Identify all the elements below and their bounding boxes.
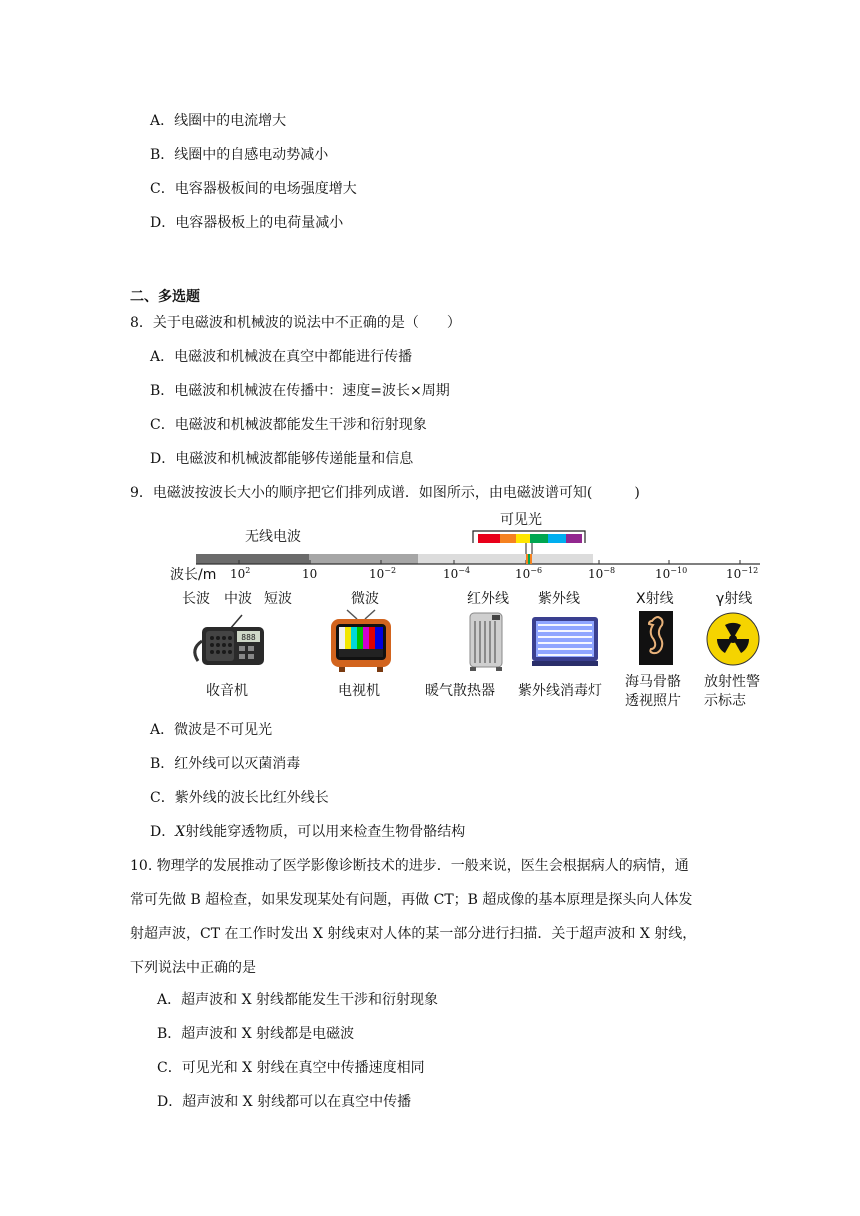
q8-stem: 8．关于电磁波和机械波的说法中不正确的是（ ）	[130, 315, 461, 331]
q10-option-b: B．超声波和 X 射线都是电磁波	[157, 1026, 355, 1042]
band-long-wave: 长波	[182, 591, 210, 607]
band-gamma: γ射线	[716, 591, 753, 607]
visible-light-label: 可见光	[500, 512, 542, 528]
q10-stem-line-2: 常可先做 B 超检查，如果发现某处有问题，再做 CT；B 超成像的基本原理是探头向人体发	[130, 892, 693, 908]
q10-stem-line-3: 射超声波，CT 在工作时发出 X 射线束对人体的某一部分进行扫描．关于超声波和 X 射线，	[130, 926, 697, 942]
heater-icon	[462, 609, 512, 673]
q7-option-a: A．线圈中的电流增大	[150, 113, 287, 129]
radiation-sign-icon	[705, 611, 761, 667]
tick-label: $10^{-10}$	[655, 566, 688, 581]
tick-label: $10^{-6}$	[515, 566, 543, 581]
visible-colors	[478, 534, 582, 543]
q7-option-b: B．线圈中的自感电动势减小	[150, 147, 329, 163]
radio-icon	[184, 613, 274, 673]
band-ultraviolet: 紫外线	[538, 591, 580, 607]
device-label-seahorse-1: 海马骨骼	[625, 674, 681, 690]
q8-option-a: A．电磁波和机械波在真空中都能进行传播	[150, 349, 413, 365]
band-xray: X射线	[636, 591, 674, 607]
em-spectrum-diagram	[160, 505, 780, 720]
q9-option-a: A．微波是不可见光	[150, 722, 273, 738]
radio-band-mid	[309, 554, 418, 564]
band-short-wave: 短波	[264, 591, 292, 607]
q8-option-d: D．电磁波和机械波都能够传递能量和信息	[150, 451, 414, 467]
q9-option-c: C．紫外线的波长比红外线长	[150, 790, 329, 806]
device-label-sign-1: 放射性警	[704, 674, 760, 690]
q10-stem-line-1: 10. 物理学的发展推动了医学影像诊断技术的进步．一般来说，医生会根据病人的病情，通	[130, 858, 689, 874]
q7-option-d: D．电容器极板上的电荷量减小	[150, 215, 344, 231]
device-label-sign-2: 示标志	[704, 693, 746, 709]
seahorse-xray-icon	[637, 611, 677, 669]
device-label-radio: 收音机	[206, 683, 248, 699]
q8-option-c: C．电磁波和机械波都能发生干涉和衍射现象	[150, 417, 427, 433]
device-label-uv-lamp: 紫外线消毒灯	[518, 683, 602, 699]
tick-label: $10^2$	[230, 566, 251, 581]
radio-waves-label: 无线电波	[245, 529, 301, 545]
q10-option-c: C．可见光和 X 射线在真空中传播速度相同	[157, 1060, 425, 1076]
tick-label: $10^{-12}$	[726, 566, 759, 581]
wavelength-axis-label: 波长/m	[170, 567, 217, 583]
tick-label: $10^{-8}$	[588, 566, 616, 581]
q10-option-d: D．超声波和 X 射线都可以在真空中传播	[157, 1094, 412, 1110]
q10-stem-line-4: 下列说法中正确的是	[130, 960, 256, 976]
uv-lamp-icon	[526, 611, 606, 671]
device-label-tv: 电视机	[338, 683, 380, 699]
q9-option-d: D．X射线能穿透物质，可以用来检查生物骨骼结构	[150, 824, 466, 840]
band-infrared: 红外线	[467, 591, 509, 607]
tick-label: $10^{-4}$	[443, 566, 471, 581]
section-title: 二、多选题	[130, 289, 200, 305]
q9-option-b: B．红外线可以灭菌消毒	[150, 756, 301, 772]
q9-stem: 9．电磁波按波长大小的顺序把它们排列成谱．如图所示，由电磁波谱可知( )	[130, 485, 640, 501]
q10-option-a: A．超声波和 X 射线都能发生干涉和衍射现象	[157, 992, 438, 1008]
radio-band-dark	[196, 554, 309, 564]
device-label-seahorse-2: 透视照片	[625, 693, 681, 709]
tv-icon	[327, 609, 397, 673]
radio-display-text: 888	[241, 633, 256, 642]
tick-label: $10^{-2}$	[369, 566, 397, 581]
q8-option-b: B．电磁波和机械波在传播中：速度=波长×周期	[150, 383, 450, 399]
band-medium-wave: 中波	[224, 591, 252, 607]
radio-band-light	[418, 554, 593, 564]
tick-label: 10	[302, 567, 318, 581]
q7-option-c: C．电容器极板间的电场强度增大	[150, 181, 357, 197]
device-label-heater: 暖气散热器	[425, 683, 495, 699]
band-microwave: 微波	[351, 591, 379, 607]
